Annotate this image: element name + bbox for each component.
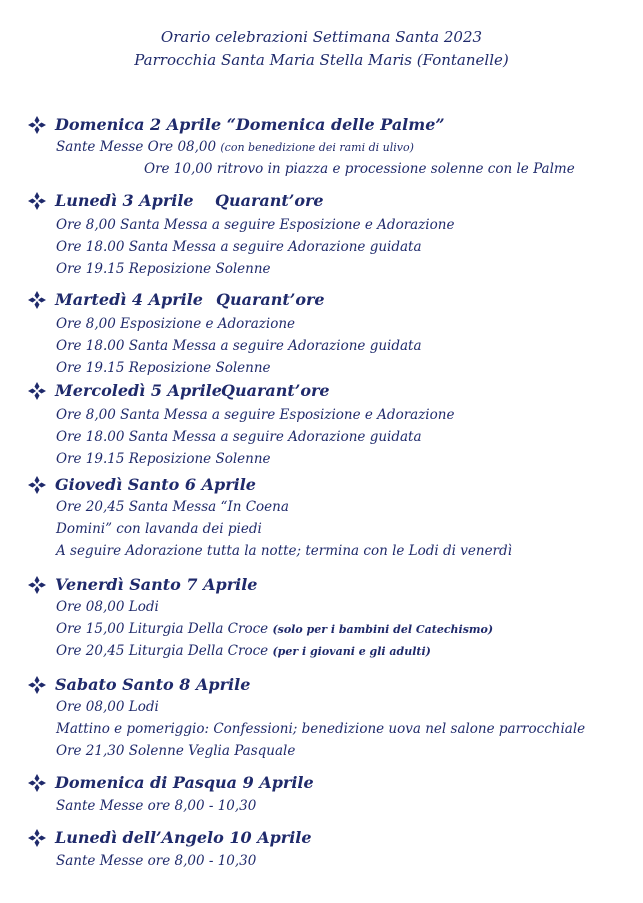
schedule-note: (solo per i bambini del Catechismo) (272, 623, 494, 636)
schedule-text: Ore 20,45 Liturgia Della Croce (56, 643, 273, 659)
schedule-line: Domini” con lavanda dei piedi (56, 521, 262, 537)
schedule-text: Ore 15,00 Liturgia Della Croce (56, 621, 273, 637)
schedule-line (56, 641, 431, 662)
schedule-line: Ore 8,00 Santa Messa a seguire Esposizione e Adorazione (56, 217, 455, 233)
day-title: Venerdì Santo 7 Aprile (55, 575, 258, 594)
schedule-line: Ore 19.15 Reposizione Solenne (56, 451, 271, 467)
diamond-flower-bullet-icon (27, 115, 47, 135)
diamond-flower-bullet-icon (27, 475, 47, 495)
diamond-flower-bullet-icon (27, 675, 47, 695)
schedule-line: Ore 20,45 Santa Messa “In Coena (56, 499, 289, 515)
schedule-line: Ore 18.00 Santa Messa a seguire Adorazione guidata (56, 429, 422, 445)
day-title: Mercoledì 5 Aprile (55, 381, 222, 400)
diamond-flower-bullet-icon (27, 290, 47, 310)
diamond-flower-bullet-icon (27, 381, 47, 401)
day-tag: Quarant’ore (221, 381, 330, 400)
diamond-flower-bullet-icon (27, 575, 47, 595)
day-title: Lunedì dell’Angelo 10 Aprile (55, 828, 312, 847)
schedule-line (56, 619, 493, 640)
day-title: Giovedì Santo 6 Aprile (55, 475, 256, 494)
schedule-line: Ore 08,00 Lodi (56, 699, 159, 715)
schedule-line: Ore 08,00 Lodi (56, 599, 159, 615)
schedule-line: Ore 19.15 Reposizione Solenne (56, 261, 271, 277)
diamond-flower-bullet-icon (27, 828, 47, 848)
schedule-line: Ore 19.15 Reposizione Solenne (56, 360, 271, 376)
schedule-note: (con benedizione dei rami di ulivo) (220, 141, 414, 154)
schedule-line: Ore 8,00 Esposizione e Adorazione (56, 316, 296, 332)
schedule-line: Ore 18.00 Santa Messa a seguire Adorazione guidata (56, 239, 422, 255)
day-title: Domenica di Pasqua 9 Aprile (55, 773, 314, 792)
schedule-line: Mattino e pomeriggio: Confessioni; benedizione uova nel salone parrocchiale (56, 721, 586, 737)
day-title: Lunedì 3 Aprile (55, 191, 194, 210)
schedule-line: Sante Messe ore 8,00 - 10,30 (56, 853, 257, 869)
schedule-line (56, 137, 414, 158)
diamond-flower-bullet-icon (27, 191, 47, 211)
day-tag: Quarant’ore (216, 290, 325, 309)
day-title: Sabato Santo 8 Aprile (55, 675, 251, 694)
schedule-line: Ore 8,00 Santa Messa a seguire Esposizione e Adorazione (56, 407, 455, 423)
schedule-text: Sante Messe Ore 08,00 (56, 139, 221, 155)
schedule-line: Ore 10,00 ritrovo in piazza e processione solenne con le Palme (144, 161, 575, 177)
day-title: Martedì 4 Aprile (55, 290, 203, 309)
header-subtitle: Parrocchia Santa Maria Stella Maris (Fontanelle) (134, 51, 509, 69)
schedule-line: A seguire Adorazione tutta la notte; termina con le Lodi di venerdì (56, 543, 512, 559)
schedule-note: (per i giovani e gli adulti) (272, 645, 431, 658)
day-title: Domenica 2 Aprile “Domenica delle Palme” (55, 115, 445, 134)
header-title: Orario celebrazioni Settimana Santa 2023 (160, 28, 483, 46)
day-tag: Quarant’ore (215, 191, 324, 210)
schedule-line: Ore 18.00 Santa Messa a seguire Adorazione guidata (56, 338, 422, 354)
diamond-flower-bullet-icon (27, 773, 47, 793)
schedule-line: Sante Messe ore 8,00 - 10,30 (56, 798, 257, 814)
schedule-line: Ore 21,30 Solenne Veglia Pasquale (56, 743, 296, 759)
